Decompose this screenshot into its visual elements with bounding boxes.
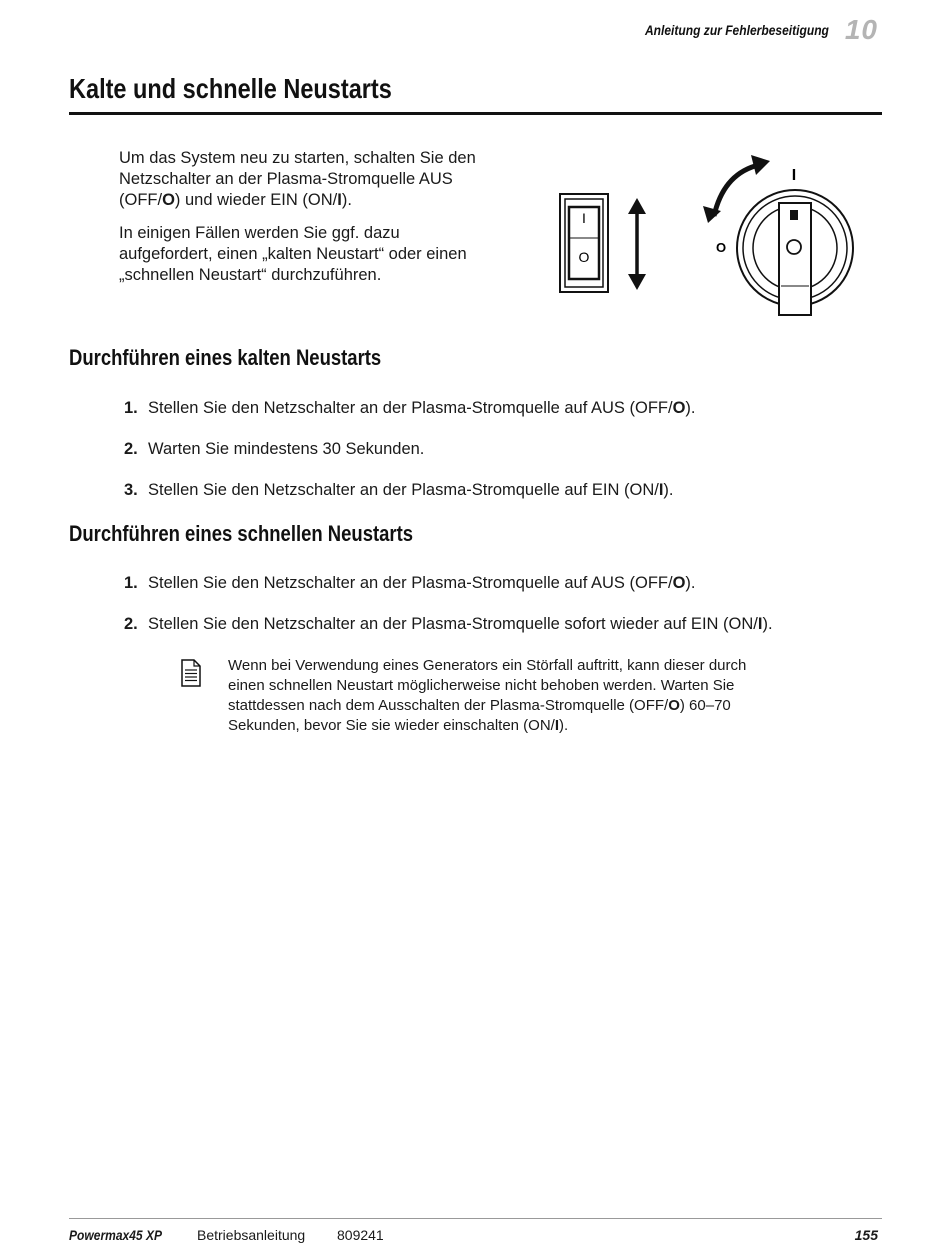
page-header	[615, 14, 878, 46]
power-switch-figure	[555, 148, 865, 323]
intro-paragraph-2: In einigen Fällen werden Sie ggf. dazu aufgefordert, einen „kalten Neustart“ oder einen „schnellen Neustart“ durchzuführen.	[119, 224, 467, 284]
note-block	[180, 656, 748, 736]
double-arrow-icon	[628, 198, 646, 290]
quick-restart-steps	[124, 574, 773, 656]
note-icon	[180, 658, 202, 688]
cold-restart-steps	[124, 399, 696, 522]
cold-restart-heading: Durchführen eines kalten Neustarts	[69, 345, 382, 370]
list-item: 1. Stellen Sie den Netzschalter an der Plasma-Stromquelle auf AUS (OFF/O).	[124, 399, 696, 417]
rotary-off-label: O	[715, 240, 727, 255]
rocker-switch-icon	[560, 194, 608, 292]
title-rule	[69, 112, 882, 115]
list-item: 1. Stellen Sie den Netzschalter an der Plasma-Stromquelle auf AUS (OFF/O).	[124, 574, 696, 592]
page-footer	[69, 1227, 882, 1247]
header-chapter-number: 10	[844, 14, 878, 45]
rotary-on-label: I	[791, 167, 797, 184]
rocker-off-label: O	[578, 249, 590, 265]
footer-doc-number: 809241	[337, 1227, 384, 1243]
footer-page-number: 155	[854, 1227, 878, 1243]
rotary-switch-icon	[716, 167, 853, 315]
quick-restart-heading: Durchführen eines schnellen Neustarts	[69, 521, 414, 546]
intro-text	[119, 148, 489, 298]
list-item: 3. Stellen Sie den Netzschalter an der Plasma-Stromquelle auf EIN (ON/I).	[124, 481, 674, 499]
intro-paragraph-1: Um das System neu zu starten, schalten Sie den Netzschalter an der Plasma-Stromquelle AUS (OFF/O) und wieder EIN (ON/I).	[119, 149, 476, 209]
footer-product: Powermax45 XP	[69, 1227, 163, 1243]
list-item: 2. Stellen Sie den Netzschalter an der Plasma-Stromquelle sofort wieder auf EIN (ON/I).	[124, 615, 773, 633]
header-section-title: Anleitung zur Fehlerbeseitigung	[644, 22, 829, 38]
footer-rule	[69, 1218, 882, 1219]
page-title: Kalte und schnelle Neustarts	[69, 73, 392, 104]
footer-document: Betriebsanleitung	[197, 1227, 306, 1243]
list-item: 2. Warten Sie mindestens 30 Sekunden.	[124, 440, 425, 458]
note-text: Wenn bei Verwendung eines Generators ein Störfall auftritt, kann dieser durch einen schnellen Neustart möglicherweise nicht behoben werden. Warten Sie stattdessen nach dem Ausschalten der Plasma-Stromquelle (OFF/O) 60–70 Sekunden, bevor Sie sie wieder einschalten (ON/I).	[228, 657, 747, 734]
rocker-on-label: I	[582, 210, 586, 226]
